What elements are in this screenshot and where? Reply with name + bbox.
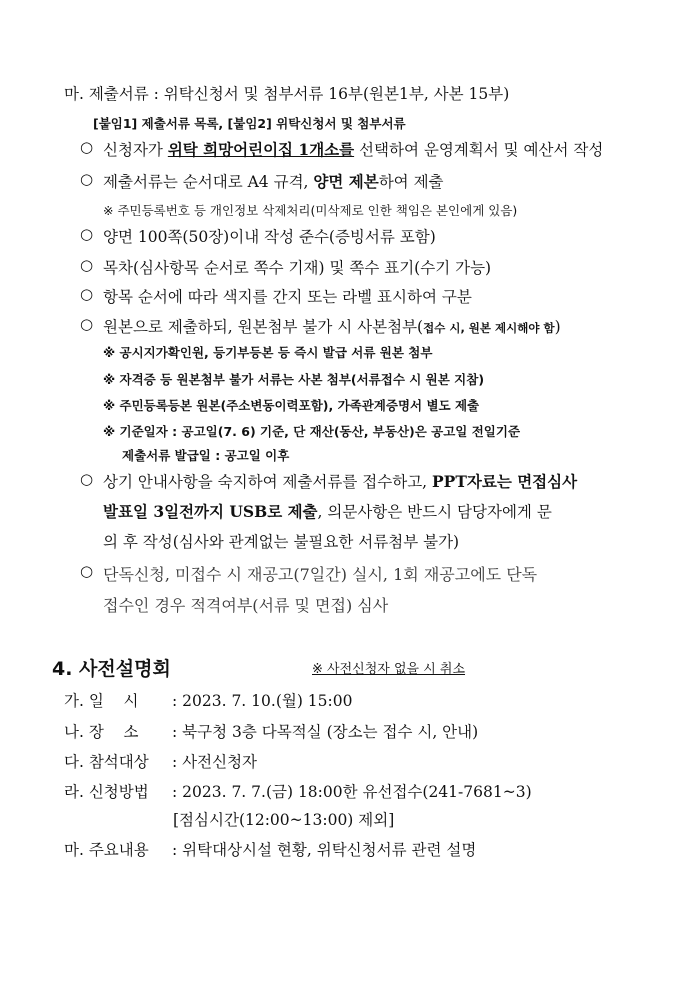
bullet-icon: ○ — [80, 285, 94, 303]
ppt-line-1: 상기 안내사항을 숙지하여 제출서류를 접수하고, PPT자료는 면접심사 — [103, 472, 578, 491]
bullet-icon: ○ — [80, 470, 94, 488]
bullet-icon: ○ — [80, 138, 94, 156]
note-license: ※ 자격증 등 원본첨부 불가 서류는 사본 첨부(서류접수 시 원본 지참) — [103, 372, 485, 387]
cancel-note: ※ 사전신청자 없을 시 취소 — [312, 662, 466, 677]
attachment-note: [붙임1] 제출서류 목록, [붙임2] 위탁신청서 및 첨부서류 — [93, 116, 406, 131]
ppt-line-3: 의 후 작성(심사와 관계없는 불필요한 서류첨부 불가) — [103, 533, 460, 551]
bullet-icon: ○ — [80, 256, 94, 274]
item-page-limit: 양면 100쪽(50장)이내 작성 준수(증빙서류 포함) — [103, 228, 436, 246]
single-applicant-line-2: 접수인 경우 적격여부(서류 및 면접) 심사 — [103, 596, 389, 615]
single-applicant-line-1: 단독신청, 미접수 시 재공고(7일간) 실시, 1회 재공고에도 단독 — [103, 565, 538, 584]
privacy-note: ※ 주민등록번호 등 개인정보 삭제처리(미삭제로 인한 책임은 본인에게 있음) — [103, 203, 518, 218]
item-table-of-contents: 목차(심사항목 순서로 쪽수 기재) 및 쪽수 표기(수기 가능) — [103, 259, 492, 277]
info-row-attendees: 다. 참석대상 : 사전신청자 — [64, 753, 258, 771]
note-resident-register: ※ 주민등록등본 원본(주소변동이력포함), 가족관계증명서 별도 제출 — [103, 398, 480, 413]
bullet-icon: ○ — [80, 225, 94, 243]
section-4-title: 4. 사전설명회 — [52, 658, 171, 680]
item-a4-binding: 제출서류는 순서대로 A4 규격, 양면 제본하여 제출 — [103, 172, 444, 191]
section-ma-heading: 마. 제출서류 : 위탁신청서 및 첨부서류 16부(원본1부, 사본 15부) — [64, 85, 510, 103]
info-row-apply-method: 라. 신청방법 : 2023. 7. 7.(금) 18:00한 유선접수(241-7681~3) — [64, 783, 532, 801]
info-row-main-content: 마. 주요내용 : 위탁대상시설 현황, 위탁신청서류 관련 설명 — [64, 841, 477, 859]
info-row-lunch-excluded: [점심시간(12:00~13:00) 제외] — [173, 811, 395, 829]
info-row-date: 가. 일 시 : 2023. 7. 10.(월) 15:00 — [64, 692, 353, 710]
note-issue-date: 제출서류 발급일 : 공고일 이후 — [122, 448, 290, 463]
bullet-icon: ○ — [80, 170, 94, 188]
note-base-date: ※ 기준일자 : 공고일(7. 6) 기준, 단 재산(동산, 부동산)은 공고일 전일기준 — [103, 424, 521, 439]
info-row-place: 나. 장 소 : 북구청 3층 다목적실 (장소는 접수 시, 안내) — [64, 723, 479, 741]
bullet-icon: ○ — [80, 562, 94, 580]
item-select-facility: 신청자가 위탁 희망어린이집 1개소를 선택하여 운영계획서 및 예산서 작성 — [103, 140, 604, 159]
bullet-icon: ○ — [80, 315, 94, 333]
note-public-land: ※ 공시지가확인원, 등기부등본 등 즉시 발급 서류 원본 첨부 — [103, 345, 433, 360]
item-original-copy: 원본으로 제출하되, 원본첨부 불가 시 사본첨부(접수 시, 원본 제시해야 함) — [103, 318, 561, 336]
item-color-divider: 항목 순서에 따라 색지를 간지 또는 라벨 표시하여 구분 — [103, 288, 472, 306]
ppt-line-2: 발표일 3일전까지 USB로 제출, 의문사항은 반드시 담당자에게 문 — [103, 502, 552, 521]
